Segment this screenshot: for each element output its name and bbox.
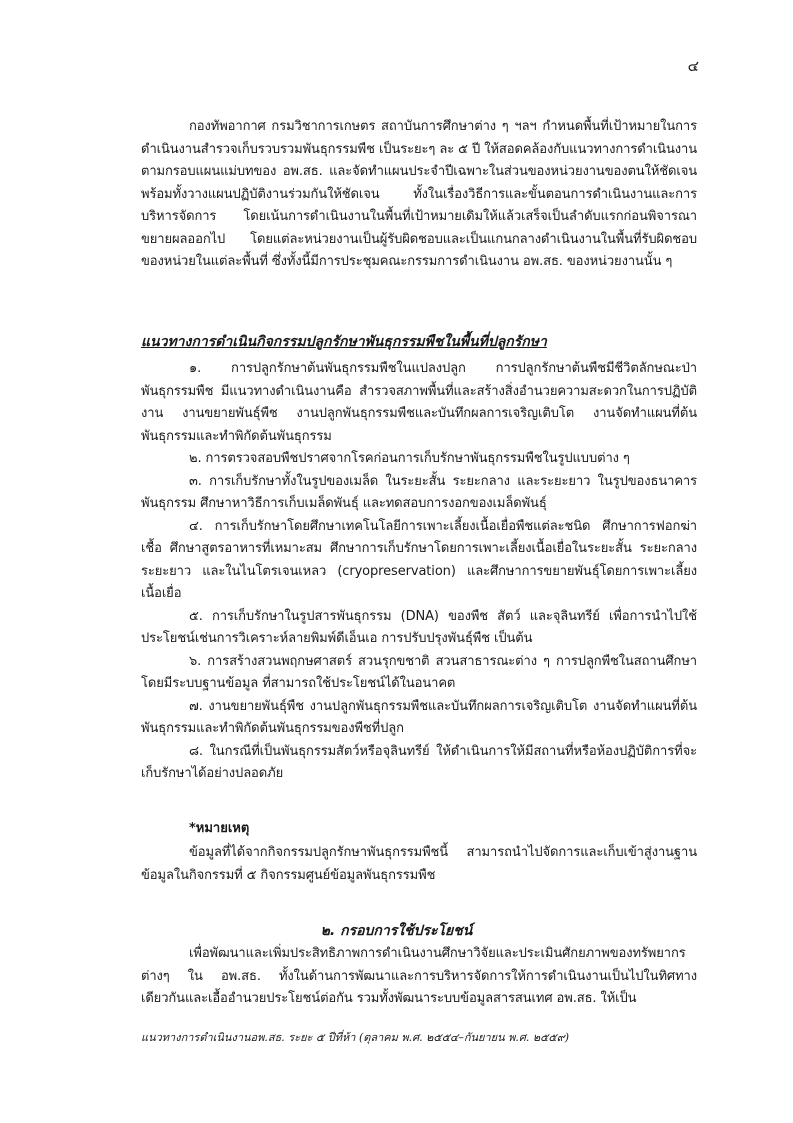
list-item: ๑. การปลูกรักษาต้นพันธุกรรมพืชในแปลงปลูก การปลูกรักษาต้นพืชมีชีวิตลักษณะป่าพันธุกรรมพืช มีแนวทางดำเนินงานคือ สำรวจสภาพพื้นที่และสร้างสิ่งอำนวยความสะดวกในการปฏิบัติงาน งานขยายพันธุ์พืช งานปลูกพันธุกรรมพืชและบันทึกผลการเจริญเติบโต งานจัดทำแผนที่ต้นพันธุกรรมและทำพิกัดต้นพันธุกรรม (141, 361, 697, 444)
list-item: ๗. งานขยายพันธุ์พืช งานปลูกพันธุกรรมพืชและบันทึกผลการเจริญเติบโต งานจัดทำแผนที่ต้นพันธุกรรมและทำพิกัดต้นพันธุกรรมของพืชที่ปลูก (141, 698, 697, 736)
note-label: *หมายเหตุ (189, 821, 250, 836)
list-item: ๘. ในกรณีที่เป็นพันธุกรรมสัตว์หรือจุลินทรีย์ ให้ดำเนินการให้มีสถานที่หรือห้องปฏิบัติการที่จะเก็บรักษาได้อย่างปลอดภัย (141, 743, 697, 781)
list-item: ๔. การเก็บรักษาโดยศึกษาเทคโนโลยีการเพาะเลี้ยงเนื้อเยื่อพืชแต่ละชนิด ศึกษาการฟอกฆ่าเชื้อ ศึกษาสูตรอาหารที่เหมาะสม ศึกษาการเก็บรักษาโดยการเพาะเลี้ยงเนื้อเยื่อในระยะสั้น ระยะกลาง ระยะยาว และในไนโตรเจนเหลว (cryopreservation) และศึกษาการขยายพันธุ์โดยการเพาะเลี้ยงเนื้อเยื่อ (141, 518, 697, 601)
page-footer: แนวทางการดำเนินงานอพ.สธ. ระยะ ๕ ปีที่ห้า (ตุลาคม พ.ศ. ๒๕๕๔–กันยายน พ.ศ. ๒๕๕๙) (141, 1031, 570, 1044)
list-item: ๒. การตรวจสอบพืชปราศจากโรคก่อนการเก็บรักษาพันธุกรรมพืชในรูปแบบต่าง ๆ (189, 451, 630, 466)
list-item: ๓. การเก็บรักษาทั้งในรูปของเมล็ด ในระยะสั้น ระยะกลาง และระยะยาว ในรูปของธนาคารพันธุกรรม ศึกษาหาวิธีการเก็บเมล็ดพันธุ์ และทดสอบการงอกของเมล็ดพันธุ์ (141, 473, 697, 511)
page-number: ๔ (687, 57, 699, 75)
note-text: ข้อมูลที่ได้จากกิจกรรมปลูกรักษาพันธุกรรมพืชนี้ สามารถนำไปจัดการและเก็บเข้าสู่งานฐานข้อมูลในกิจกรรมที่ ๕ กิจกรรมศูนย์ข้อมูลพันธุกรรมพืช (141, 845, 697, 883)
section2-heading: ๒. กรอบการใช้ประโยชน์ (320, 923, 473, 939)
note-block (141, 842, 697, 887)
intro-paragraph: กองทัพอากาศ กรมวิชาการเกษตร สถาบันการศึกษาต่าง ๆ ฯลฯ กำหนดพื้นที่เป้าหมายในการดำเนินงานสำรวจเก็บรวบรวมพันธุกรรมพืช เป็นระยะๆ ละ ๕ ปี ให้สอดคล้องกับแนวทางการดำเนินงานตามกรอบแผนแม่บทของ อพ.สธ. และจัดทำแผนประจำปีเฉพาะในส่วนของหน่วยงานของตนให้ชัดเจน พร้อมทั้งวางแผนปฏิบัติงานร่วมกันให้ชัดเจน ทั้งในเรื่องวิธีการและขั้นตอนการดำเนินงานและการบริหารจัดการ โดยเน้นการดำเนินงานในพื้นที่เป้าหมายเดิมให้แล้วเสร็จเป็นลำดับแรกก่อนพิจารณาขยายผลออกไป โดยแต่ละหน่วยงานเป็นผู้รับผิดชอบและเป็นแกนกลางดำเนินงานในพื้นที่รับผิดชอบของหน่วยในแต่ละพื้นที่ ซึ่งทั้งนี้มีการประชุมคณะกรรมการดำเนินงาน อพ.สธ. ของหน่วยงานนั้น ๆ (141, 119, 697, 269)
section-heading: แนวทางการดำเนินกิจกรรมปลูกรักษาพันธุกรรมพืชในพื้นที่ปลูกรักษา (141, 334, 547, 350)
intro-block (141, 116, 697, 274)
list-item: ๖. การสร้างสวนพฤกษศาสตร์ สวนรุกขชาติ สวนสาธารณะต่าง ๆ การปลูกพืชในสถานศึกษาโดยมีระบบฐานข้อมูล ที่สามารถใช้ประโยชน์ได้ในอนาคต (141, 653, 697, 691)
list-item: ๕. การเก็บรักษาในรูปสารพันธุกรรม (DNA) ของพืช สัตว์ และจุลินทรีย์ เพื่อการนำไปใช้ประโยชน์เช่นการวิเคราะห์ลายพิมพ์ดีเอ็นเอ การปรับปรุงพันธุ์พืช เป็นต้น (141, 608, 697, 646)
section2-block (141, 943, 697, 1011)
section2-paragraph: เพื่อพัฒนาและเพิ่มประสิทธิภาพการดำเนินงานศึกษาวิจัยและประเมินศักยภาพของทรัพยากรต่างๆ ใน อพ.สธ. ทั้งในด้านการพัฒนาและการบริหารจัดการให้การดำเนินงานเป็นไปในทิศทางเดียวกันและเอื้ออำนวยประโยชน์ต่อกัน รวมทั้งพัฒนาระบบข้อมูลสารสนเทศ อพ.สธ. ให้เป็น (141, 946, 697, 1006)
items-list (141, 358, 697, 786)
